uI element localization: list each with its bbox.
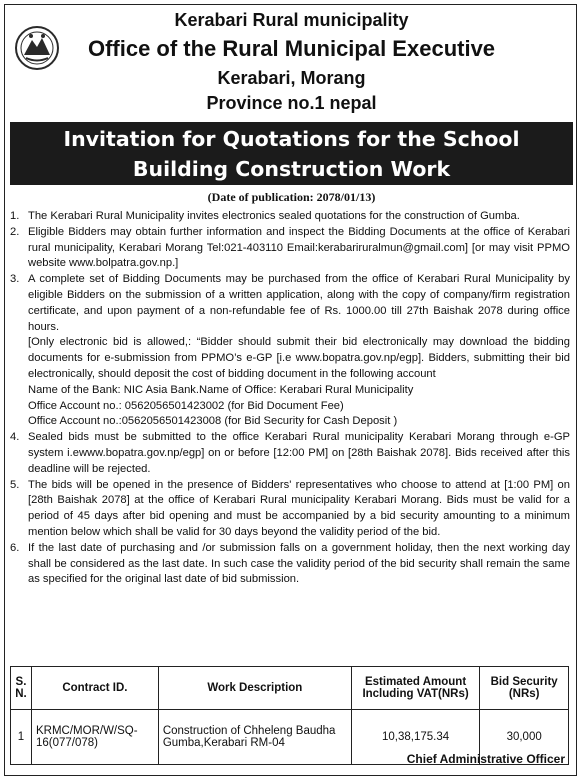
- cell-estimated-amount: 10,38,175.34: [351, 710, 479, 765]
- office-location: Kerabari, Morang: [217, 68, 366, 88]
- col-header-work-description: Work Description: [158, 667, 351, 710]
- notice-item: [10, 430, 570, 477]
- col-header-estimated-amount: Estimated Amount Including VAT(NRs): [351, 667, 479, 710]
- account-bid-security: Office Account no.:0562056501423008 (for Bid Security for Cash Deposit ): [28, 415, 398, 428]
- notice-item: [10, 209, 570, 225]
- municipality-name: Kerabari Rural municipality: [174, 10, 409, 30]
- item-number: 3.: [10, 273, 20, 286]
- notice-title-banner: [10, 122, 573, 185]
- item-text: Eligible Bidders may obtain further information and inspect the Bidding Documents at the office of Kerabari rural municipality, Kerabari Morang Tel:021-403110 Email:kerabariruralmun@gmail.com] [or may visit PPMO website www.bolpatra.gov.np.]: [28, 225, 570, 270]
- electronic-bid-note: [Only electronic bid is allowed,: “Bidder should submit their bid electronically may download the bidding documents for e-submission from PPMO’s e-GP [i.e www.bopatra.gov.np/egp]. Bidders, submitting their bid electronically, should deposit the cost of bidding document in the following account: [28, 336, 570, 380]
- item-text: If the last date of purchasing and /or submission falls on a government holiday, then the next working day shall be considered as the last date. In such case the validity period of the bid security shall remain the same as specified for the original last date of bid submission.: [28, 541, 570, 586]
- col-header-bid-security: Bid Security (NRs): [480, 667, 569, 710]
- province-name: Province no.1 nepal: [206, 93, 377, 113]
- notice-item: [10, 225, 570, 272]
- cell-work-description: Construction of Chheleng Baudha Gumba,Kerabari RM-04: [158, 710, 351, 765]
- account-bid-document-fee: Office Account no.: 0562056501423002 (for Bid Document Fee): [28, 399, 344, 412]
- item-text: The Kerabari Rural Municipality invites electronics sealed quotations for the construction of Gumba.: [28, 210, 520, 222]
- bank-details: Name of the Bank: NIC Asia Bank.Name of Office: Kerabari Rural Municipality: [28, 383, 414, 396]
- item-text: A complete set of Bidding Documents may be purchased from the office of Kerabari Rural Municipality by eligible Bidders on the submission of a written application, along with the copy of company/firm registration certificate, and upon payment of a non-refundable fee of Rs. 1000.00 till 27th Baishak 2078 during office hours.: [28, 273, 570, 333]
- item-number: 4.: [10, 431, 20, 444]
- col-header-sn: S. N.: [11, 667, 32, 710]
- signatory-title: Chief Administrative Officer: [406, 752, 565, 766]
- notice-title-line2: Building Construction Work: [132, 157, 451, 181]
- office-name: Office of the Rural Municipal Executive: [87, 36, 496, 61]
- item-number: 5.: [10, 478, 20, 491]
- item-text: The bids will be opened in the presence of Bidders' representatives who choose to attend at [1:00 PM] on [28th Baishak 2078] at the office of Kerabari Rural municipality Kerabari Morang. Bids must be valid for a period of 45 days after bid opening and must be accompanied by a bid security amounting to a minimum mention below which shall be valid for 30 days beyond the validity period of the bid.: [28, 478, 570, 538]
- contract-table: [10, 666, 569, 765]
- letterhead: [0, 0, 583, 118]
- cell-sn: 1: [11, 710, 32, 765]
- notice-body: [10, 209, 570, 588]
- notice-item: [10, 541, 570, 588]
- cell-bid-security: 30,000: [480, 710, 569, 765]
- table-header-row: [11, 667, 569, 710]
- notice-item: [10, 272, 570, 430]
- cell-contract-id: KRMC/MOR/W/SQ-16(077/078): [31, 710, 158, 765]
- item-number: 2.: [10, 225, 20, 238]
- notice-item: [10, 478, 570, 541]
- item-number: 1.: [10, 210, 20, 222]
- publication-date: (Date of publication: 2078/01/13): [207, 190, 376, 204]
- notice-title-line1: Invitation for Quotations for the School: [63, 127, 520, 151]
- item-number: 6.: [10, 541, 20, 554]
- col-header-contract-id: Contract ID.: [31, 667, 158, 710]
- item-text: Sealed bids must be submitted to the office Kerabari Rural municipality Kerabari Morang through e-GP system i.ewww.bopatra.gov.np/egp] on or before [12:00 PM] on [28th Baishak 2078]. Bids received after this deadline will be rejected.: [28, 431, 570, 475]
